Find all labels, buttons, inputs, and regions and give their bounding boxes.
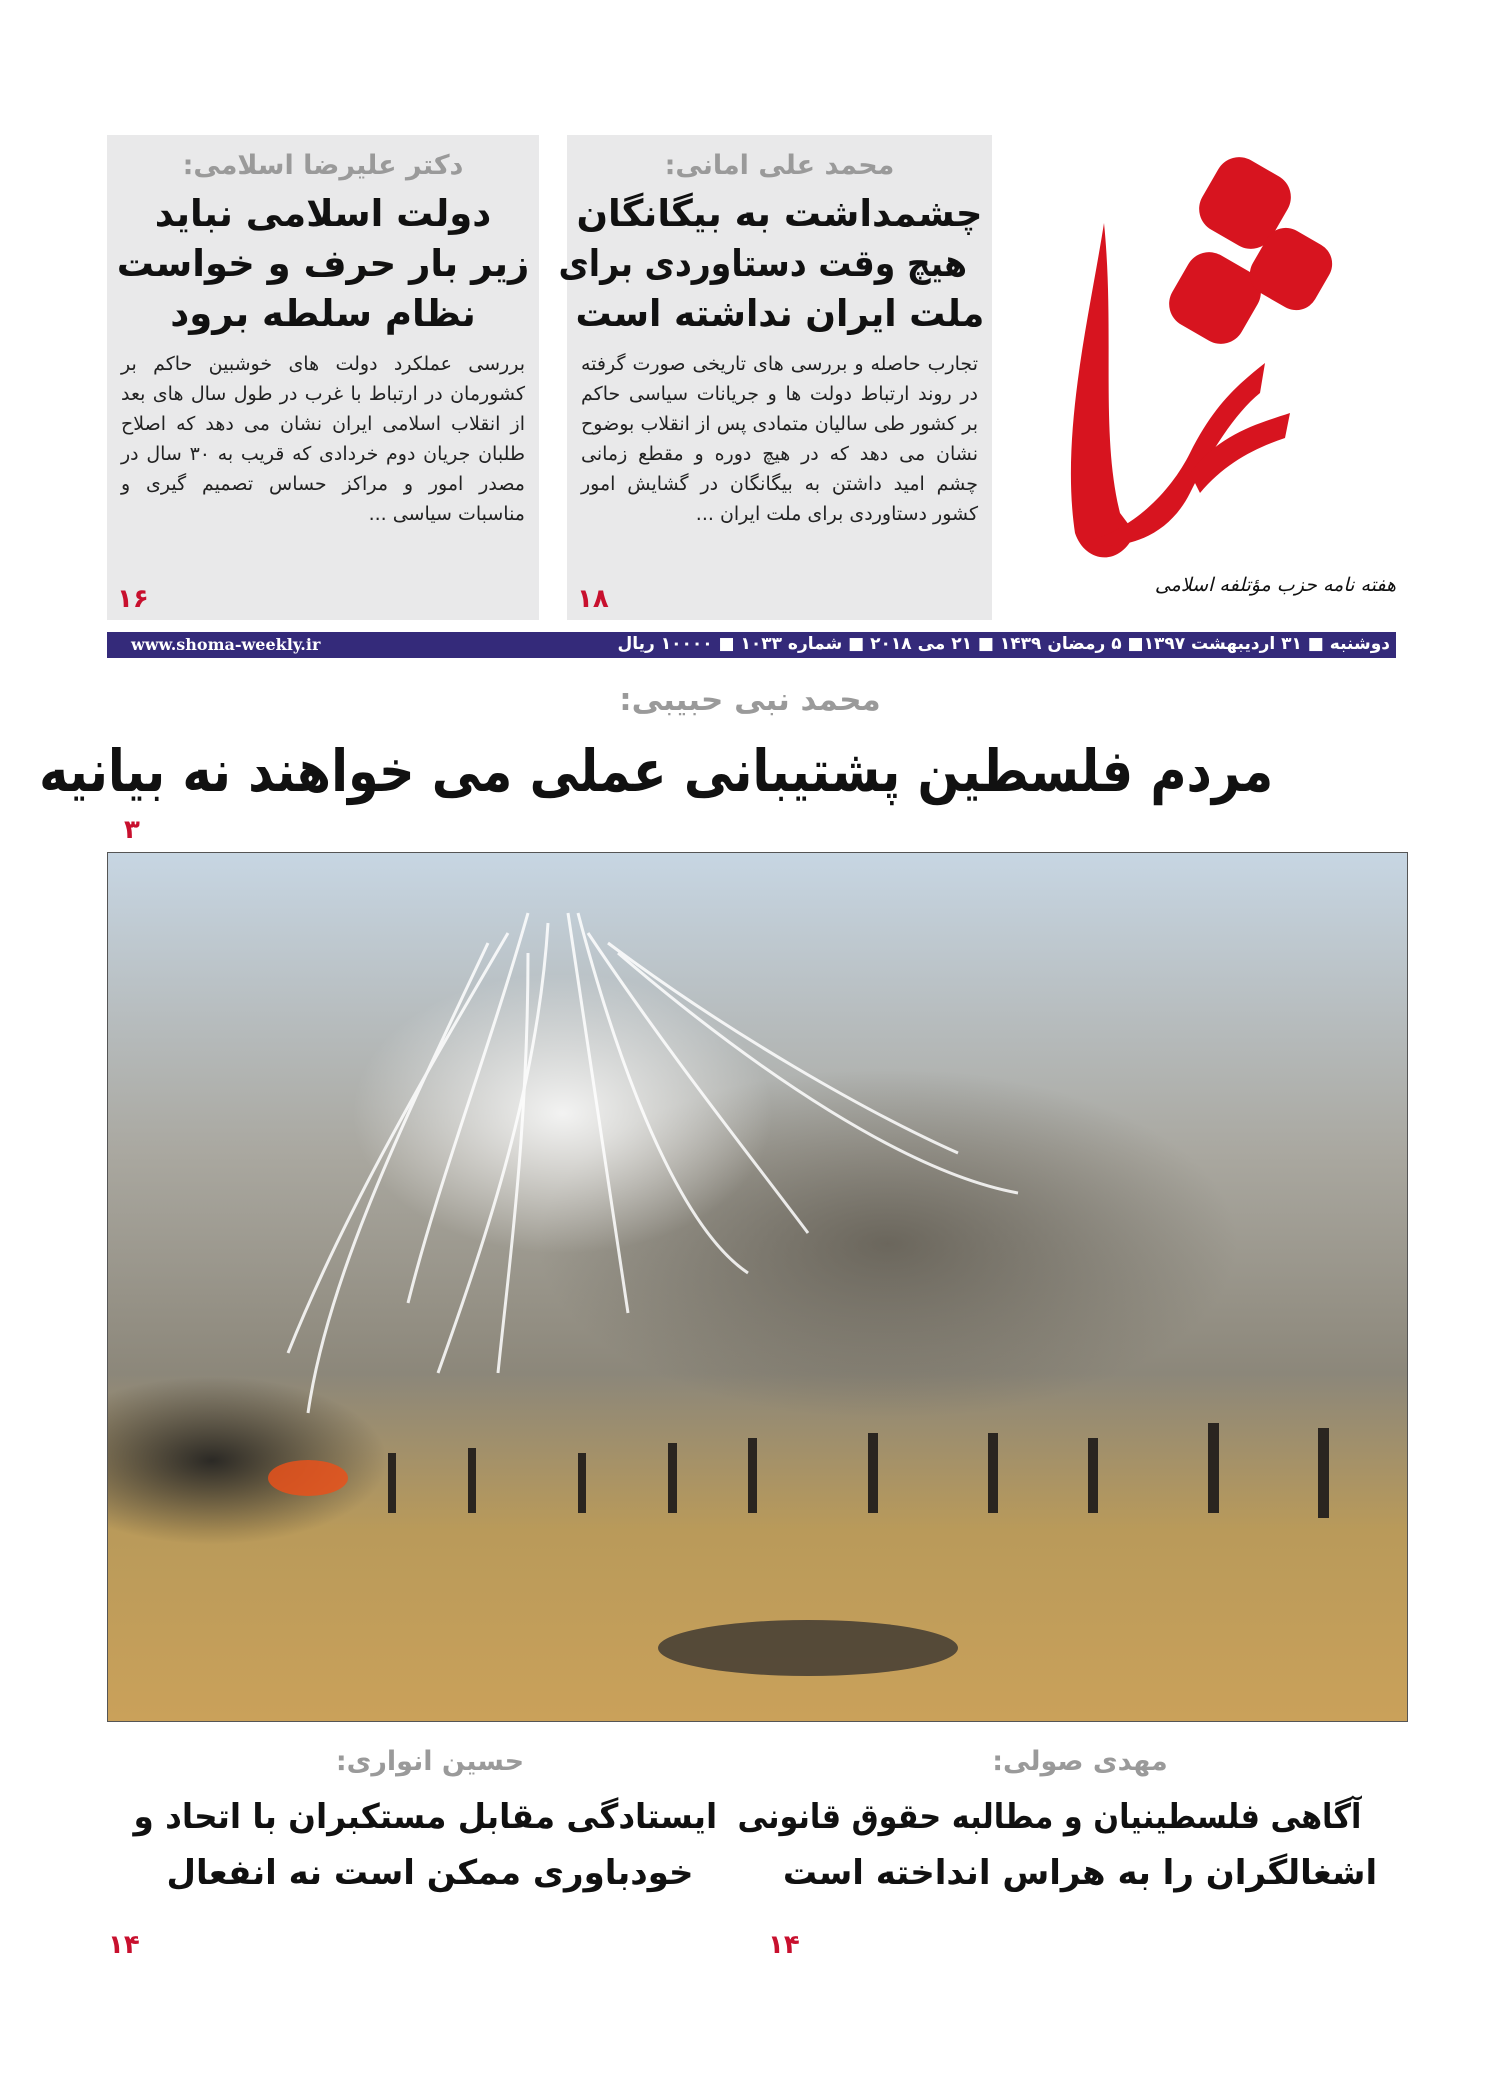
website-link[interactable]: www.shoma-weekly.ir	[131, 635, 321, 654]
headline-line	[737, 1789, 1400, 1845]
page-number[interactable]: ۱۴	[108, 1930, 140, 1960]
lead-author: محمد نبی حبیبی:	[619, 682, 881, 718]
headline-line	[558, 239, 992, 289]
story-author: حسین انواری:	[335, 1746, 525, 1777]
headline-text: خودباوری ممکن است نه انفعال	[166, 1853, 694, 1893]
bottom-story-souli[interactable]	[737, 1745, 1400, 1901]
story-author: دکتر علیرضا اسلامی:	[182, 150, 464, 181]
headline-text: نظام سلطه برود	[170, 292, 476, 335]
headline-text: آگاهی فلسطینیان و مطالبه حقوق قانونی	[737, 1797, 1362, 1837]
headline-line	[567, 189, 992, 239]
story-body: تجارب حاصله و بررسی های تاریخی صورت گرفته در روند ارتباط دولت ها و جریانات سیاسی حاکم بر کشور طی سالیان متمادی پس از انقلاب بوضوح نشان می دهد که در هیچ دوره و مقطع زمانی چشم امید داشتن به بیگانگان در گشایش امور کشور دستاوردی برای ملت ایران ...	[581, 353, 978, 525]
story-headline	[558, 189, 992, 339]
page-number[interactable]: ۱۶	[117, 584, 149, 614]
bottom-story-anvari[interactable]	[130, 1745, 730, 1901]
headline-line	[567, 289, 992, 339]
headline-line	[107, 239, 539, 289]
headline-text: اشغالگران را به هراس انداخته است	[782, 1853, 1378, 1893]
headline-text: هیچ وقت دستاوردی برای	[558, 242, 968, 285]
photo-illustration	[108, 853, 1407, 1721]
headline-text: ایستادگی مقابل مستکبران با اتحاد و	[133, 1797, 718, 1837]
headline-line	[130, 1789, 730, 1845]
logo-subtitle: هفته نامه حزب مؤتلفه اسلامی	[1154, 574, 1396, 596]
story-author: مهدی صولی:	[992, 1746, 1168, 1777]
lead-photo	[107, 852, 1408, 1722]
masthead-logo	[1040, 133, 1396, 613]
story-headline	[107, 189, 539, 339]
lead-headline[interactable]	[38, 735, 1380, 807]
issue-info-bar	[107, 632, 1396, 658]
top-story-eslami[interactable]	[107, 135, 539, 620]
top-story-amani[interactable]	[558, 135, 992, 620]
story-author: محمد علی امانی:	[664, 150, 895, 181]
page-number[interactable]: ۱۴	[768, 1930, 800, 1960]
lead-page-number[interactable]: ۳	[124, 815, 140, 845]
logo-mark	[1040, 133, 1396, 569]
story-headline	[130, 1789, 730, 1901]
headline-text: چشمداشت به بیگانگان	[576, 192, 983, 235]
story-headline	[737, 1789, 1400, 1901]
story-body: بررسی عملکرد دولت های خوشبین حاکم بر کشورمان در ارتباط با غرب در طول سال های بعد از انقلاب اسلامی ایران نشان می دهد که اصلاح طلبان جریان دوم خردادی که قریب به ۳۰ سال در مصدر امور و مراکز حساس تصمیم گیری و مناسبات سیاسی ...	[121, 353, 525, 525]
headline-line	[107, 289, 539, 339]
headline-text: زیر بار حرف و خواست	[116, 242, 530, 285]
page-number[interactable]: ۱۸	[577, 584, 609, 614]
headline-line	[107, 189, 539, 239]
headline-line	[760, 1845, 1400, 1901]
headline-text: دولت اسلامی نباید	[154, 192, 492, 235]
issue-details: دوشنبه ■ ۳۱ اردیبهشت ۱۳۹۷■ ۵ رمضان ۱۴۳۹ ■ ۲۱ می ۲۰۱۸ ■ شماره ۱۰۳۳ ■ ۱۰۰۰۰ ریال	[617, 634, 1390, 654]
headline-line	[130, 1845, 730, 1901]
lead-headline-text[interactable]: مردم فلسطین پشتیبانی عملی می خواهند نه بیانیه	[38, 737, 1273, 805]
headline-text: ملت ایران نداشته است	[575, 292, 984, 335]
